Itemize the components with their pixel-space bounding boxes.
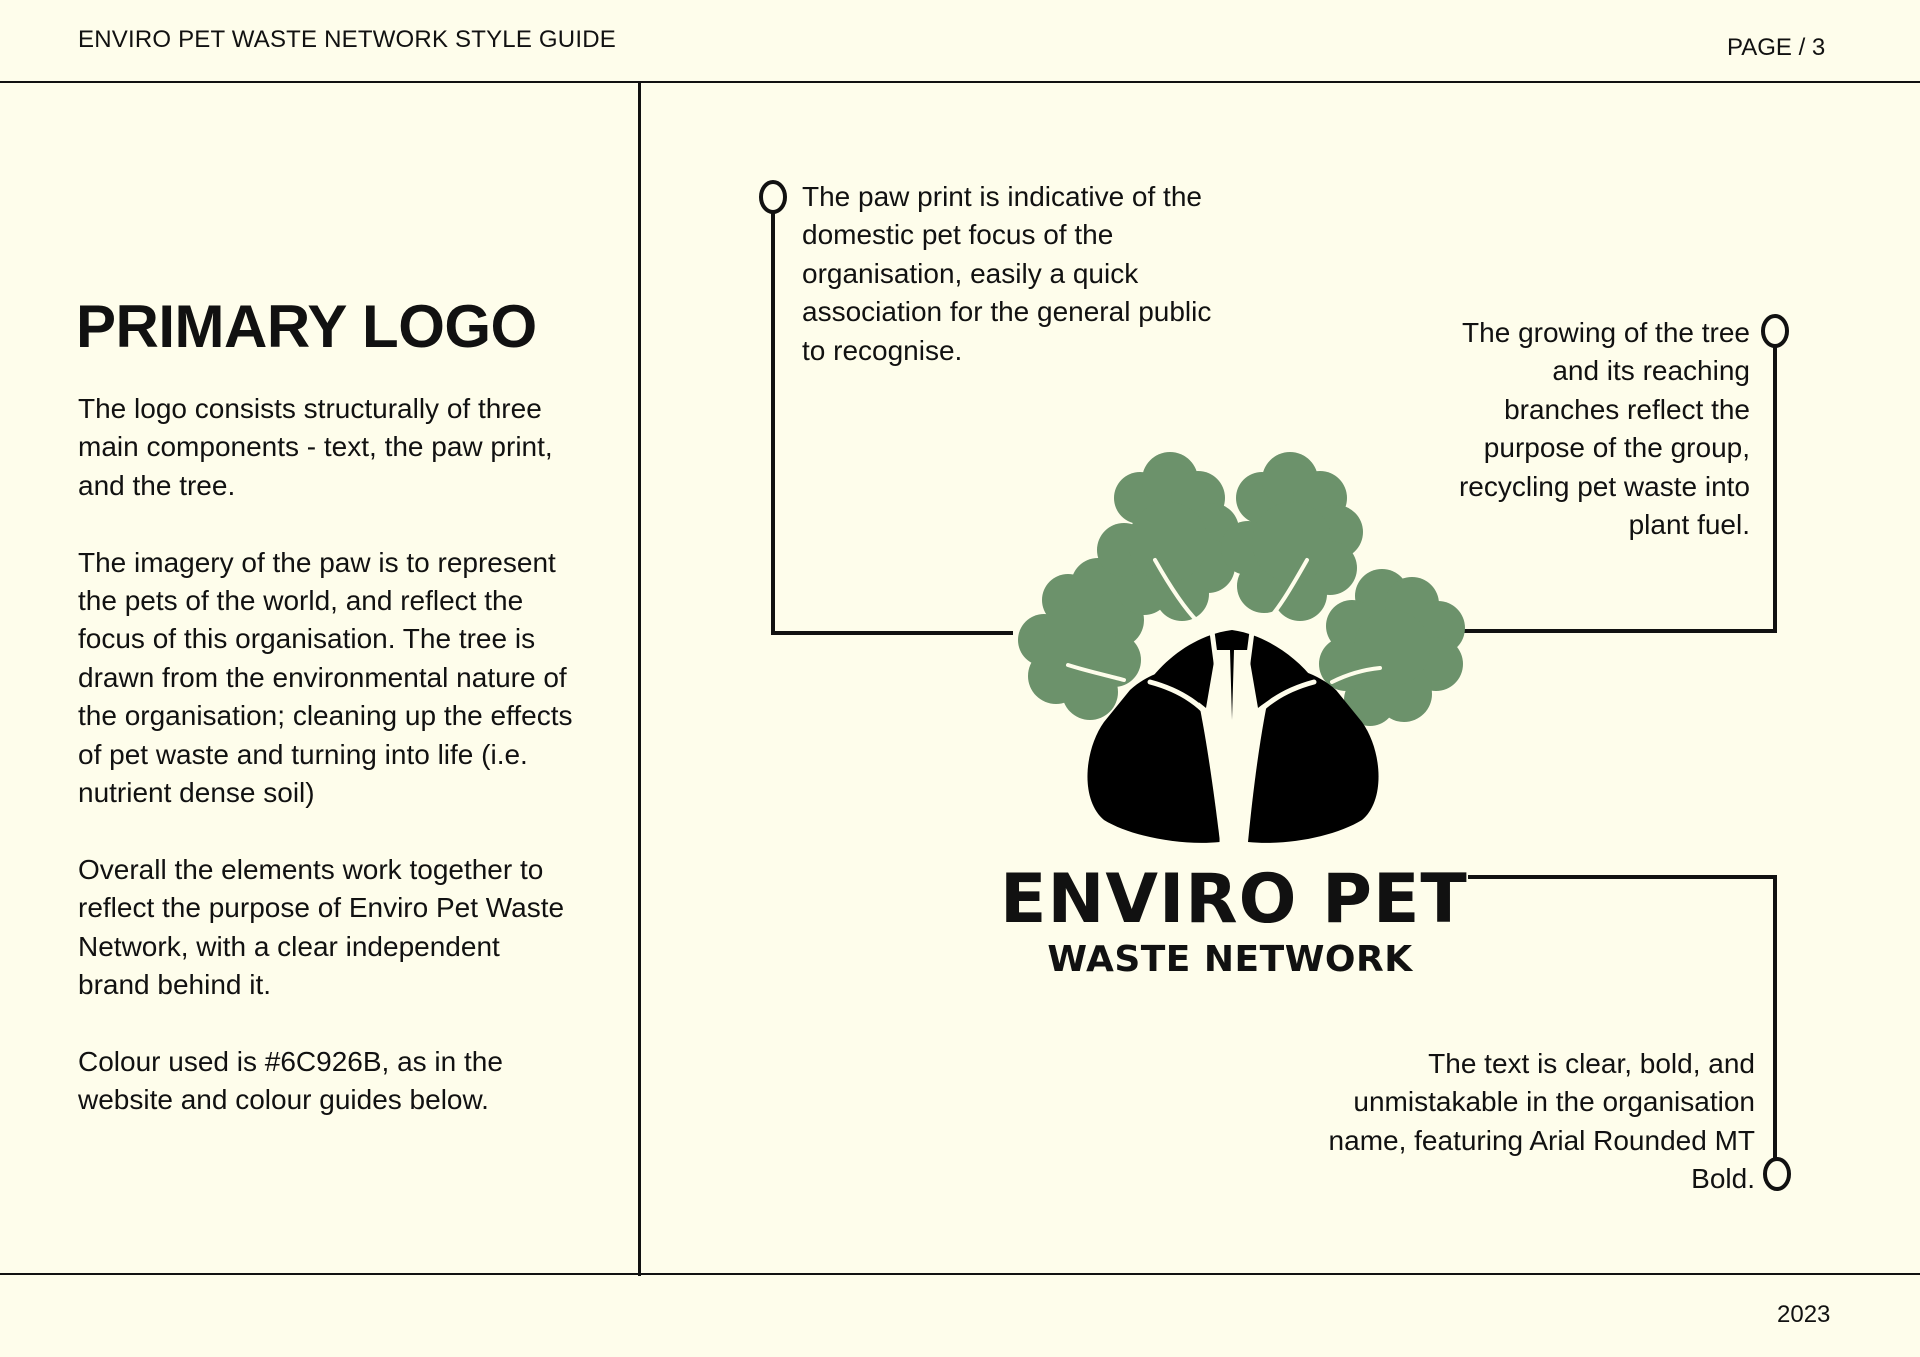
page-number: PAGE / 3: [1727, 34, 1826, 61]
section-title: PRIMARY LOGO: [76, 293, 537, 360]
callout-paw-print: [802, 178, 1222, 370]
logo-subtitle: WASTE NETWORK: [1047, 939, 1413, 980]
leaf-canopy: [1018, 452, 1465, 726]
callout-text-text: The text is clear, bold, and unmistakable in the organisation name, featuring Arial Rounded MT Bold.: [1328, 1048, 1755, 1195]
callout-tree: [1440, 314, 1750, 544]
logo-wordmark: [1000, 860, 1468, 982]
body-paragraph: The logo consists structurally of three main components - text, the paw print, and the tree.: [78, 393, 553, 501]
callout-marker-text: [1765, 1159, 1789, 1189]
callout-marker-tree: [1763, 316, 1787, 346]
callout-marker-paw: [761, 182, 785, 212]
callout-wordmark: [1300, 1045, 1755, 1199]
leaf-toe-3: [1221, 452, 1363, 621]
body-paragraph: Overall the elements work together to reflect the purpose of Enviro Pet Waste Network, with a clear independent brand behind it.: [78, 853, 565, 1001]
callout-paw-text: The paw print is indicative of the domestic pet focus of the organisation, easily a quick association for the general public to recognise.: [802, 181, 1212, 366]
document-title: ENVIRO PET WASTE NETWORK STYLE GUIDE: [78, 26, 616, 53]
leaf-toe-2: [1097, 452, 1239, 621]
body-paragraph: Colour used is #6C926B, as in the website and colour guides below.: [78, 1045, 503, 1116]
body-paragraph: The imagery of the paw is to represent the pets of the world, and reflect the focus of this organisation. The tree is drawn from the environmental nature of the organisation; cleaning up the effects of pet waste and turning into life (i.e. nutrient dense soil): [78, 546, 573, 809]
paw-tree-icon: [1018, 452, 1465, 843]
footer-year: 2023: [1777, 1301, 1831, 1328]
logo-name: ENVIRO PET: [1000, 860, 1468, 939]
callout-tree-text: The growing of the tree and its reaching branches reflect the purpose of the group, recycling pet waste into plant fuel.: [1458, 317, 1750, 541]
